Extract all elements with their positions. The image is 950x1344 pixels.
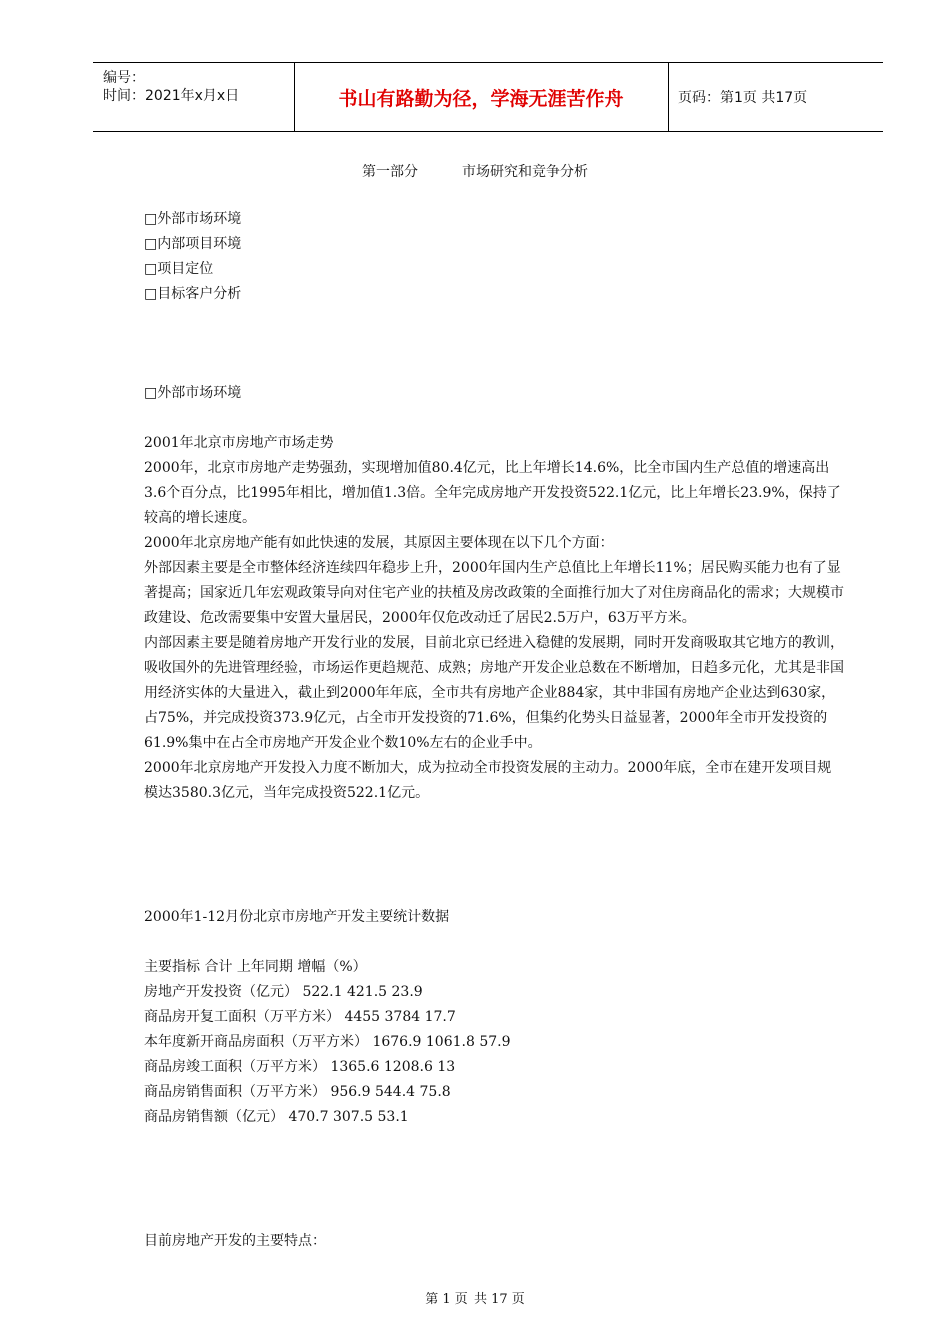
header-page-label: 页码：第1页 共17页 (678, 90, 808, 106)
stats-header: 主要指标 合计 上年同期 增幅（%） (144, 959, 367, 975)
document-title (0, 161, 950, 181)
subtitle: 2001年北京市房地产市场走势 (144, 435, 334, 451)
header-motto: 书山有路勤为径，学海无涯苦作舟 (338, 87, 624, 110)
stats-row: 商品房竣工面积（万平方米） 1365.6 1208.6 13 (144, 1059, 456, 1075)
paragraph: 内部因素主要是随着房地产开发行业的发展，目前北京已经进入稳健的发展期，同时开发商吸取其它地方的教训，吸收国外的先进管理经验，市场运作更趋规范、成熟；房地产开发企业总数在不断增加，日趋多元化，尤其是非国用经济实体的大量进入，截止到2000年年底，全市共有房地产企业884家，其中非国有房地产企业达到630家，占75%，并完成投资373.9亿元，占全市开发投资的71.6%，但集约化势头日益显著，2000年全市开发投资的61.9%集中在占全市房地产开发企业个数10%左右的企业手中。 (144, 635, 844, 751)
title-name: 市场研究和竞争分析 (462, 164, 588, 180)
header-meta (103, 69, 239, 105)
paragraph: 外部因素主要是全市整体经济连续四年稳步上升，2000年国内生产总值比上年增长11%；居民购买能力也有了显著提高；国家近几年宏观政策导向对住宅产业的扶植及房改政策的全面推行加大了对住房商品化的需求；大规模市政建设、危改需要集中安置大量居民，2000年仅危改动迁了居民2.5万户，63万平方米。 (144, 560, 844, 626)
paragraph: 2000年北京房地产开发投入力度不断加大，成为拉动全市投资发展的主动力。2000年底，全市在建开发项目规模达3580.3亿元，当年完成投资522.1亿元。 (144, 760, 832, 801)
toc-item: □项目定位 (144, 261, 214, 277)
table-of-contents (144, 207, 844, 307)
stats-row: 商品房销售额（亿元） 470.7 307.5 53.1 (144, 1109, 409, 1125)
document-time-label: 时间：2021年x月x日 (103, 88, 240, 104)
stats-table (144, 955, 844, 1130)
stats-row: 房地产开发投资（亿元） 522.1 421.5 23.9 (144, 984, 423, 1000)
stats-row: 本年度新开商品房面积（万平方米） 1676.9 1061.8 57.9 (144, 1034, 511, 1050)
paragraph: 2000年北京房地产能有如此快速的发展，其原因主要体现在以下几个方面： (144, 535, 614, 551)
features-heading: 目前房地产开发的主要特点： (144, 1233, 326, 1249)
document-number-label: 编号： (103, 70, 145, 86)
footer-current-page: 第 1 页 (425, 1292, 468, 1307)
stats-row: 商品房开复工面积（万平方米） 4455 3784 17.7 (144, 1009, 456, 1025)
toc-item: □内部项目环境 (144, 236, 242, 252)
paragraph: 2000年，北京市房地产走势强劲，实现增加值80.4亿元，比上年增长14.6%，比全市国内生产总值的增速高出3.6个百分点，比1995年相比，增加值1.3倍。全年完成房地产开发投资522.1亿元，比上年增长23.9%，保持了较高的增长速度。 (144, 460, 841, 526)
toc-item: □外部市场环境 (144, 211, 242, 227)
market-trend-section (144, 431, 844, 806)
footer-total-pages: 共 17 页 (473, 1292, 525, 1307)
header-divider (668, 63, 669, 131)
page-footer (0, 1288, 950, 1307)
page-header (93, 62, 883, 132)
toc-item: □目标客户分析 (144, 286, 242, 302)
stats-row: 商品房销售面积（万平方米） 956.9 544.4 75.8 (144, 1084, 451, 1100)
section-heading: □外部市场环境 (144, 385, 242, 401)
title-part: 第一部分 (362, 164, 418, 180)
stats-title: 2000年1-12月份北京市房地产开发主要统计数据 (144, 909, 450, 925)
